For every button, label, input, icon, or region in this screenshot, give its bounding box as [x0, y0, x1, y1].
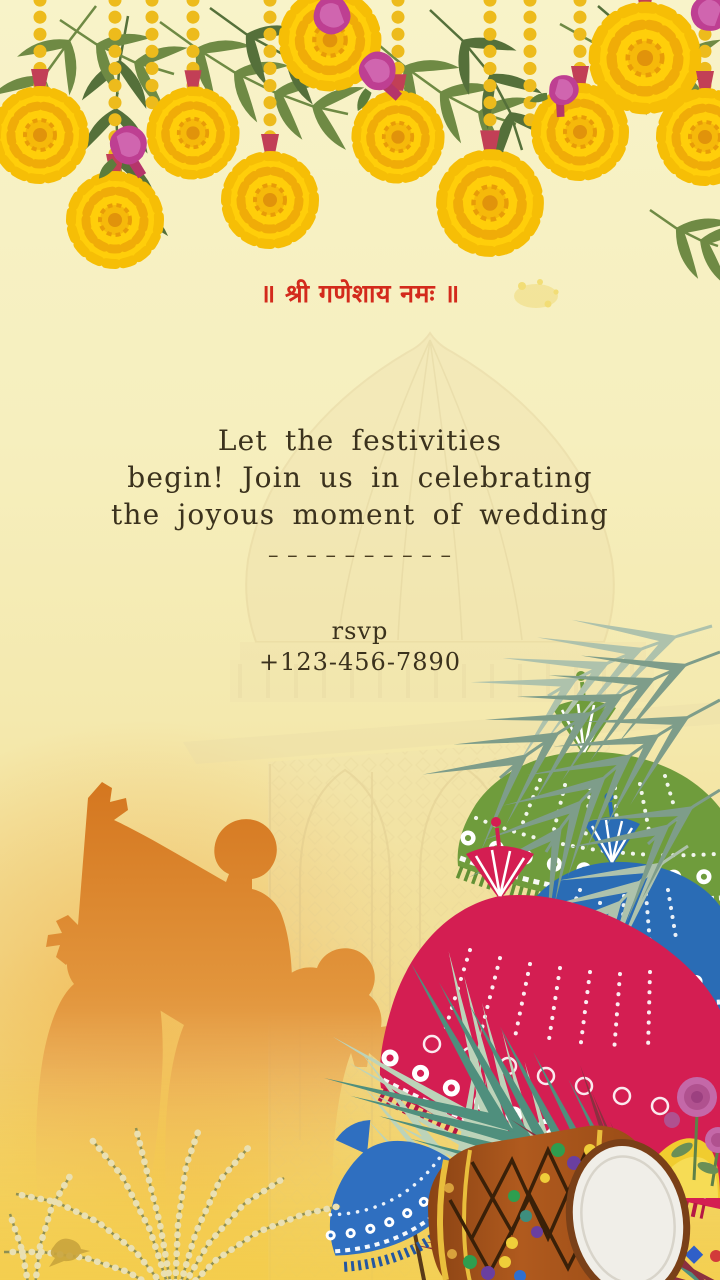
rsvp-block — [0, 616, 720, 678]
dashed-divider: – – – – – – – – – – — [267, 543, 453, 567]
marigold-garland — [0, 0, 720, 266]
invitation-message — [0, 422, 720, 533]
message-line-1: Let the festivities — [217, 424, 503, 457]
message-line-3: the joyous moment of wedding — [110, 498, 609, 531]
rsvp-label: rsvp — [331, 617, 389, 645]
ganesh-invocation-text: ॥ श्री गणेशाय नमः ॥ — [260, 279, 460, 308]
marigold-flowers — [0, 0, 720, 266]
message-line-2: begin! Join us in celebrating — [127, 461, 593, 494]
rsvp-phone: +123-456-7890 — [258, 648, 462, 676]
